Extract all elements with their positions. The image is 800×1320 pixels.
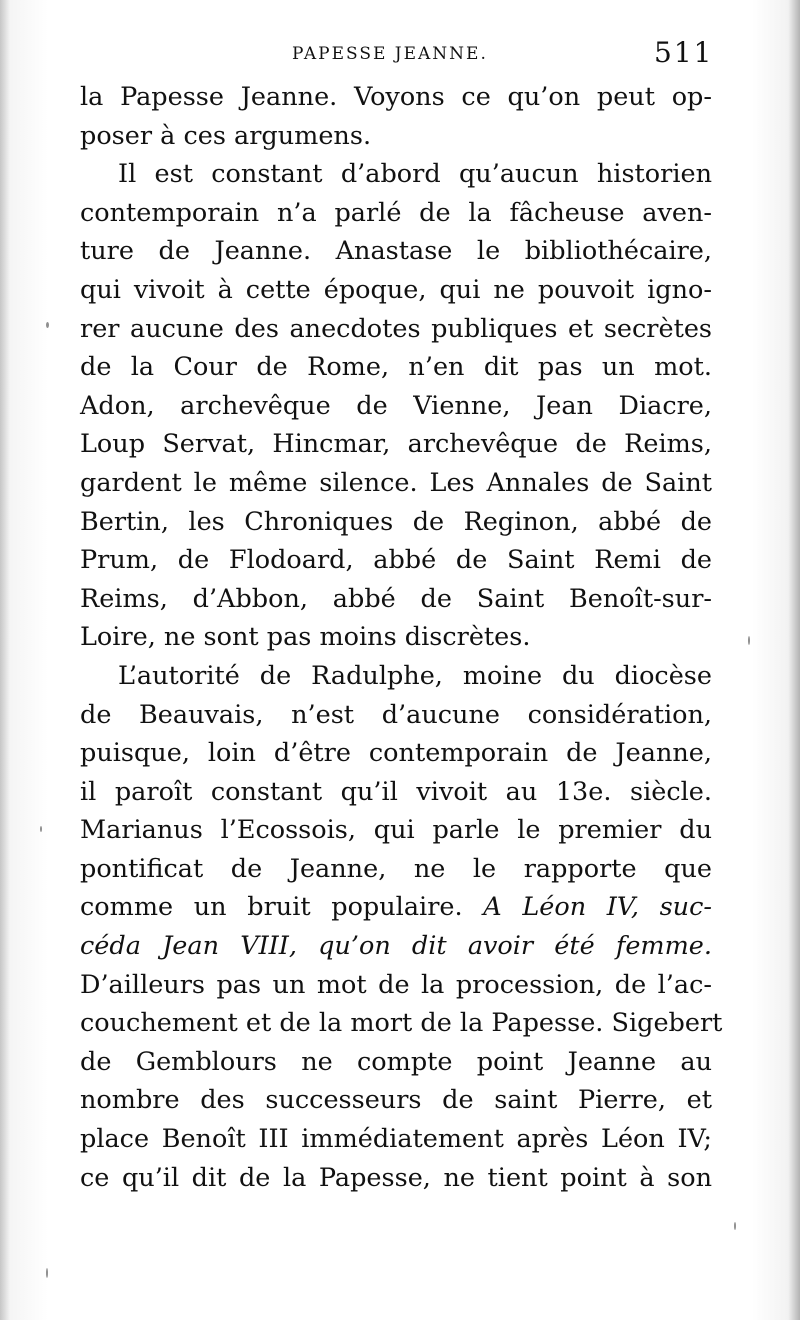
text-line: Loup Servat, Hincmar, archevêque de Reims, <box>80 429 712 460</box>
text-line: de Gemblours ne compte point Jeanne au <box>80 1046 712 1077</box>
text-line: place Benoît III immédiatement après Léon IV; <box>80 1124 712 1155</box>
text-line: contemporain n’a parlé de la fâcheuse aven- <box>80 197 712 228</box>
text-line: qui vivoit à cette époque, qui ne pouvoit igno- <box>80 274 712 305</box>
text-line: Adon, archevêque de Vienne, Jean Diacre, <box>80 390 712 421</box>
ink-speck <box>40 826 42 832</box>
paragraph-start-line: Il est constant d’abord qu’aucun historien <box>118 159 712 190</box>
body-text <box>80 78 723 1197</box>
page-number: 511 <box>654 36 714 69</box>
text-roman: comme un bruit populaire. <box>80 892 484 923</box>
text-line: de la Cour de Rome, n’en dit pas un mot. <box>80 352 712 383</box>
text-line: D’ailleurs pas un mot de la procession, de l’ac- <box>80 969 712 1000</box>
text-line: Reims, d’Abbon, abbé de Saint Benoît-sur- <box>80 583 712 614</box>
running-head: PAPESSE JEANNE. <box>292 44 488 64</box>
ink-speck <box>734 1222 736 1230</box>
text-line: Prum, de Flodoard, abbé de Saint Remi de <box>80 545 712 576</box>
text-line: gardent le même silence. Les Annales de Saint <box>80 467 712 498</box>
text-line: Bertin, les Chroniques de Reginon, abbé de <box>80 506 712 537</box>
page-edge-shadow-right <box>788 0 800 1320</box>
text-line: couchement et de la mort de la Papesse. Sigebert <box>80 1008 723 1039</box>
page-edge-shadow-left <box>0 0 10 1320</box>
text-line-italic: céda Jean VIII, qu’on dit avoir été femme. <box>80 931 712 962</box>
text-line: la Papesse Jeanne. Voyons ce qu’on peut op- <box>80 82 712 112</box>
ink-speck <box>748 636 750 645</box>
text-line: de Beauvais, n’est d’aucune considération, <box>80 699 712 730</box>
text-line: poser à ces argumens. <box>80 120 372 151</box>
text-line: Loire, ne sont pas moins discrètes. <box>80 622 531 653</box>
paragraph-start-line: L’autorité de Radulphe, moine du diocèse <box>118 660 712 691</box>
text-line: il paroît constant qu’il vivoit au 13e. siècle. <box>80 776 712 807</box>
text-line: ce qu’il dit de la Papesse, ne tient point à son <box>80 1162 712 1193</box>
ink-speck <box>46 1268 48 1278</box>
page-header <box>0 36 800 76</box>
ink-speck <box>46 322 49 328</box>
text-italic-quote: A Léon IV, suc- <box>483 892 712 923</box>
text-line: ture de Jeanne. Anastase le bibliothécaire, <box>80 236 712 267</box>
text-line: puisque, loin d’être contemporain de Jeanne, <box>80 738 712 769</box>
text-line: pontificat de Jeanne, ne le rapporte que <box>80 853 712 884</box>
text-line-mixed <box>80 888 712 927</box>
text-line: nombre des successeurs de saint Pierre, et <box>80 1085 712 1116</box>
text-line: rer aucune des anecdotes publiques et secrètes <box>80 313 712 344</box>
text-line: Marianus l’Ecossois, qui parle le premier du <box>80 815 712 846</box>
